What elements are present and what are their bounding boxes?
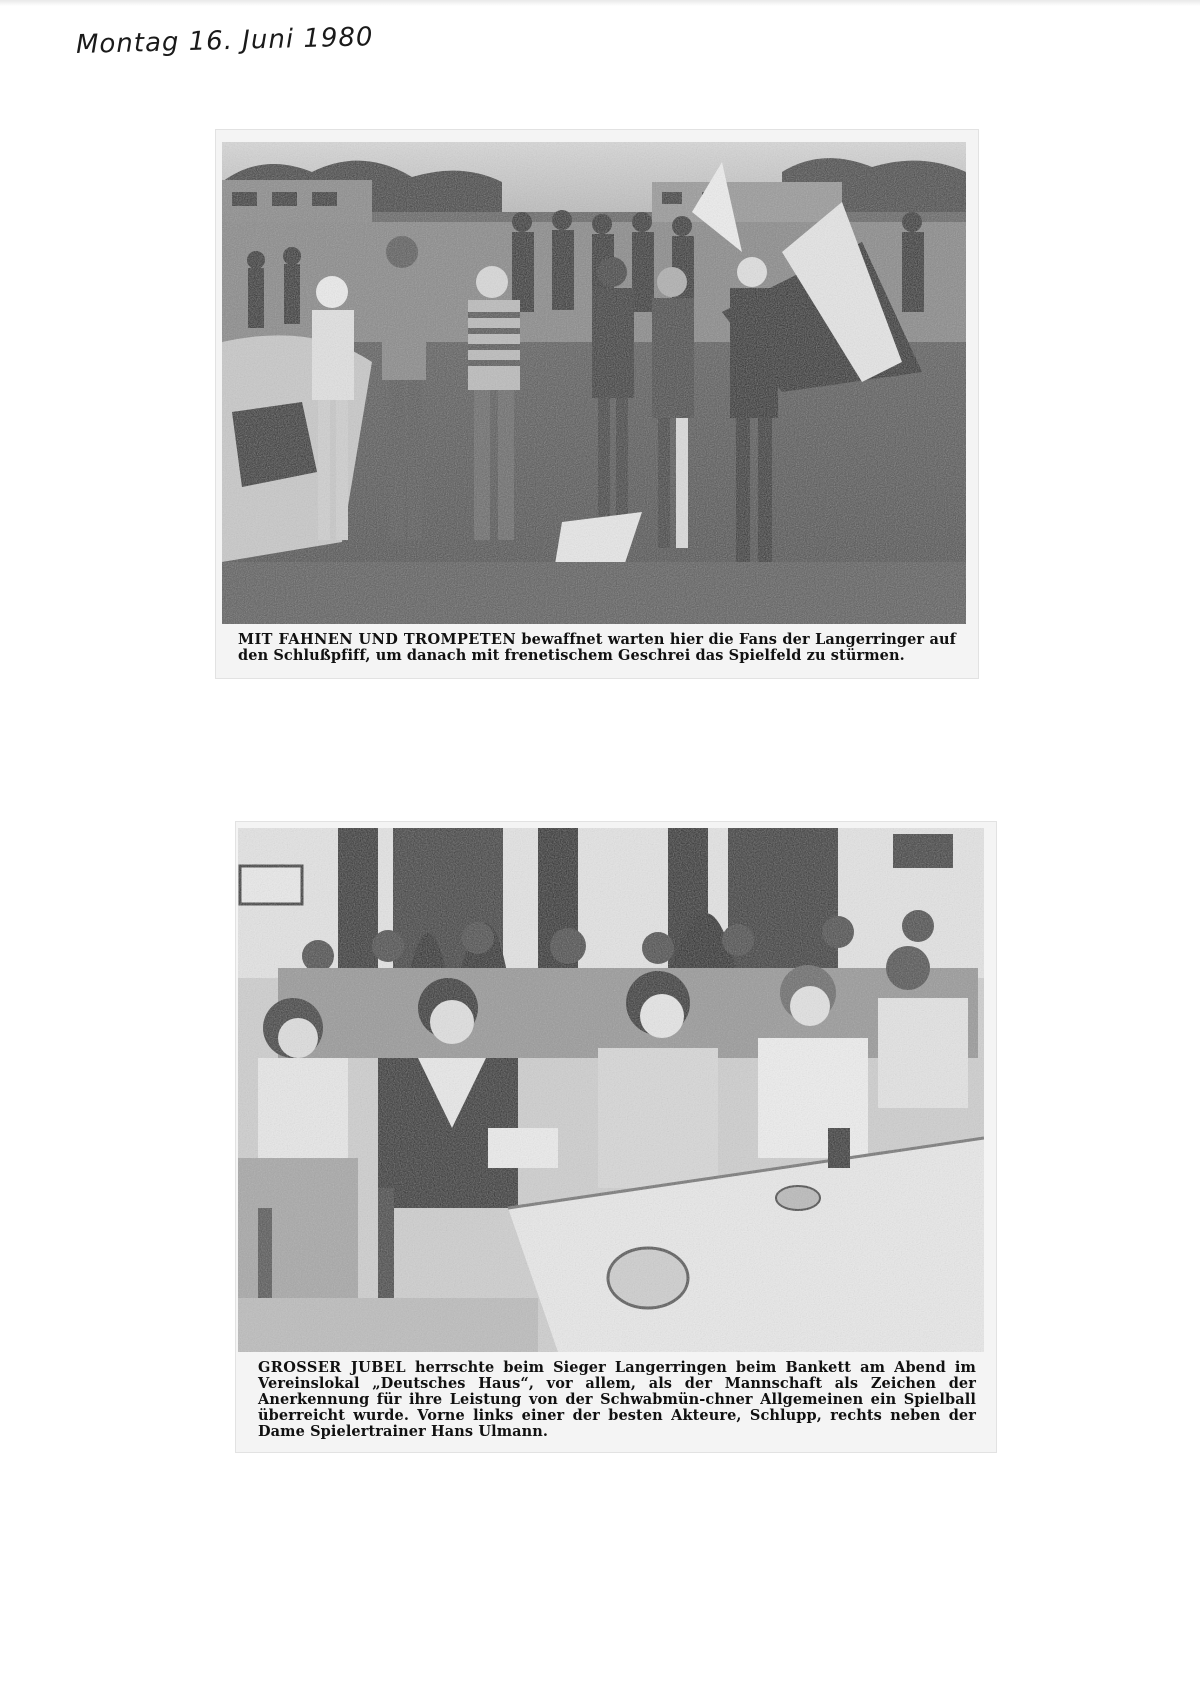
caption-fans: [238, 632, 956, 664]
scan-top-edge: [0, 0, 1200, 6]
photo-banquet-image: [238, 828, 984, 1352]
caption-fans-text: bewaffnet warten hier die Fans der Langerringer auf den Schlußpfiff, um danach mit frenetischem Geschrei das Spielfeld zu stürmen.: [238, 631, 956, 664]
photo-banquet: [238, 828, 984, 1352]
newspaper-clipping-fans: [216, 130, 978, 678]
caption-fans-lead: MIT FAHNEN UND TROMPETEN: [238, 631, 517, 648]
handwritten-date: Montag 16. Juni 1980: [75, 22, 374, 60]
newspaper-clipping-banquet: [236, 822, 996, 1452]
caption-banquet: [258, 1360, 976, 1440]
photo-fans-image: [222, 142, 966, 624]
caption-banquet-lead: GROSSER JUBEL: [258, 1359, 406, 1376]
photo-fans-with-flags: [222, 142, 966, 624]
caption-banquet-text: herrschte beim Sieger Langerringen beim Bankett am Abend im Vereinslokal „Deutsches Haus“, vor allem, als der Mannschaft als Zeichen der Anerkennung für ihre Leistung von der Schwabmün-chner Allgemeinen ein Spielball überreicht wurde. Vorne links einer der besten Akteure, Schlupp, rechts neben der Dame Spielertrainer Hans Ulmann.: [258, 1359, 976, 1440]
